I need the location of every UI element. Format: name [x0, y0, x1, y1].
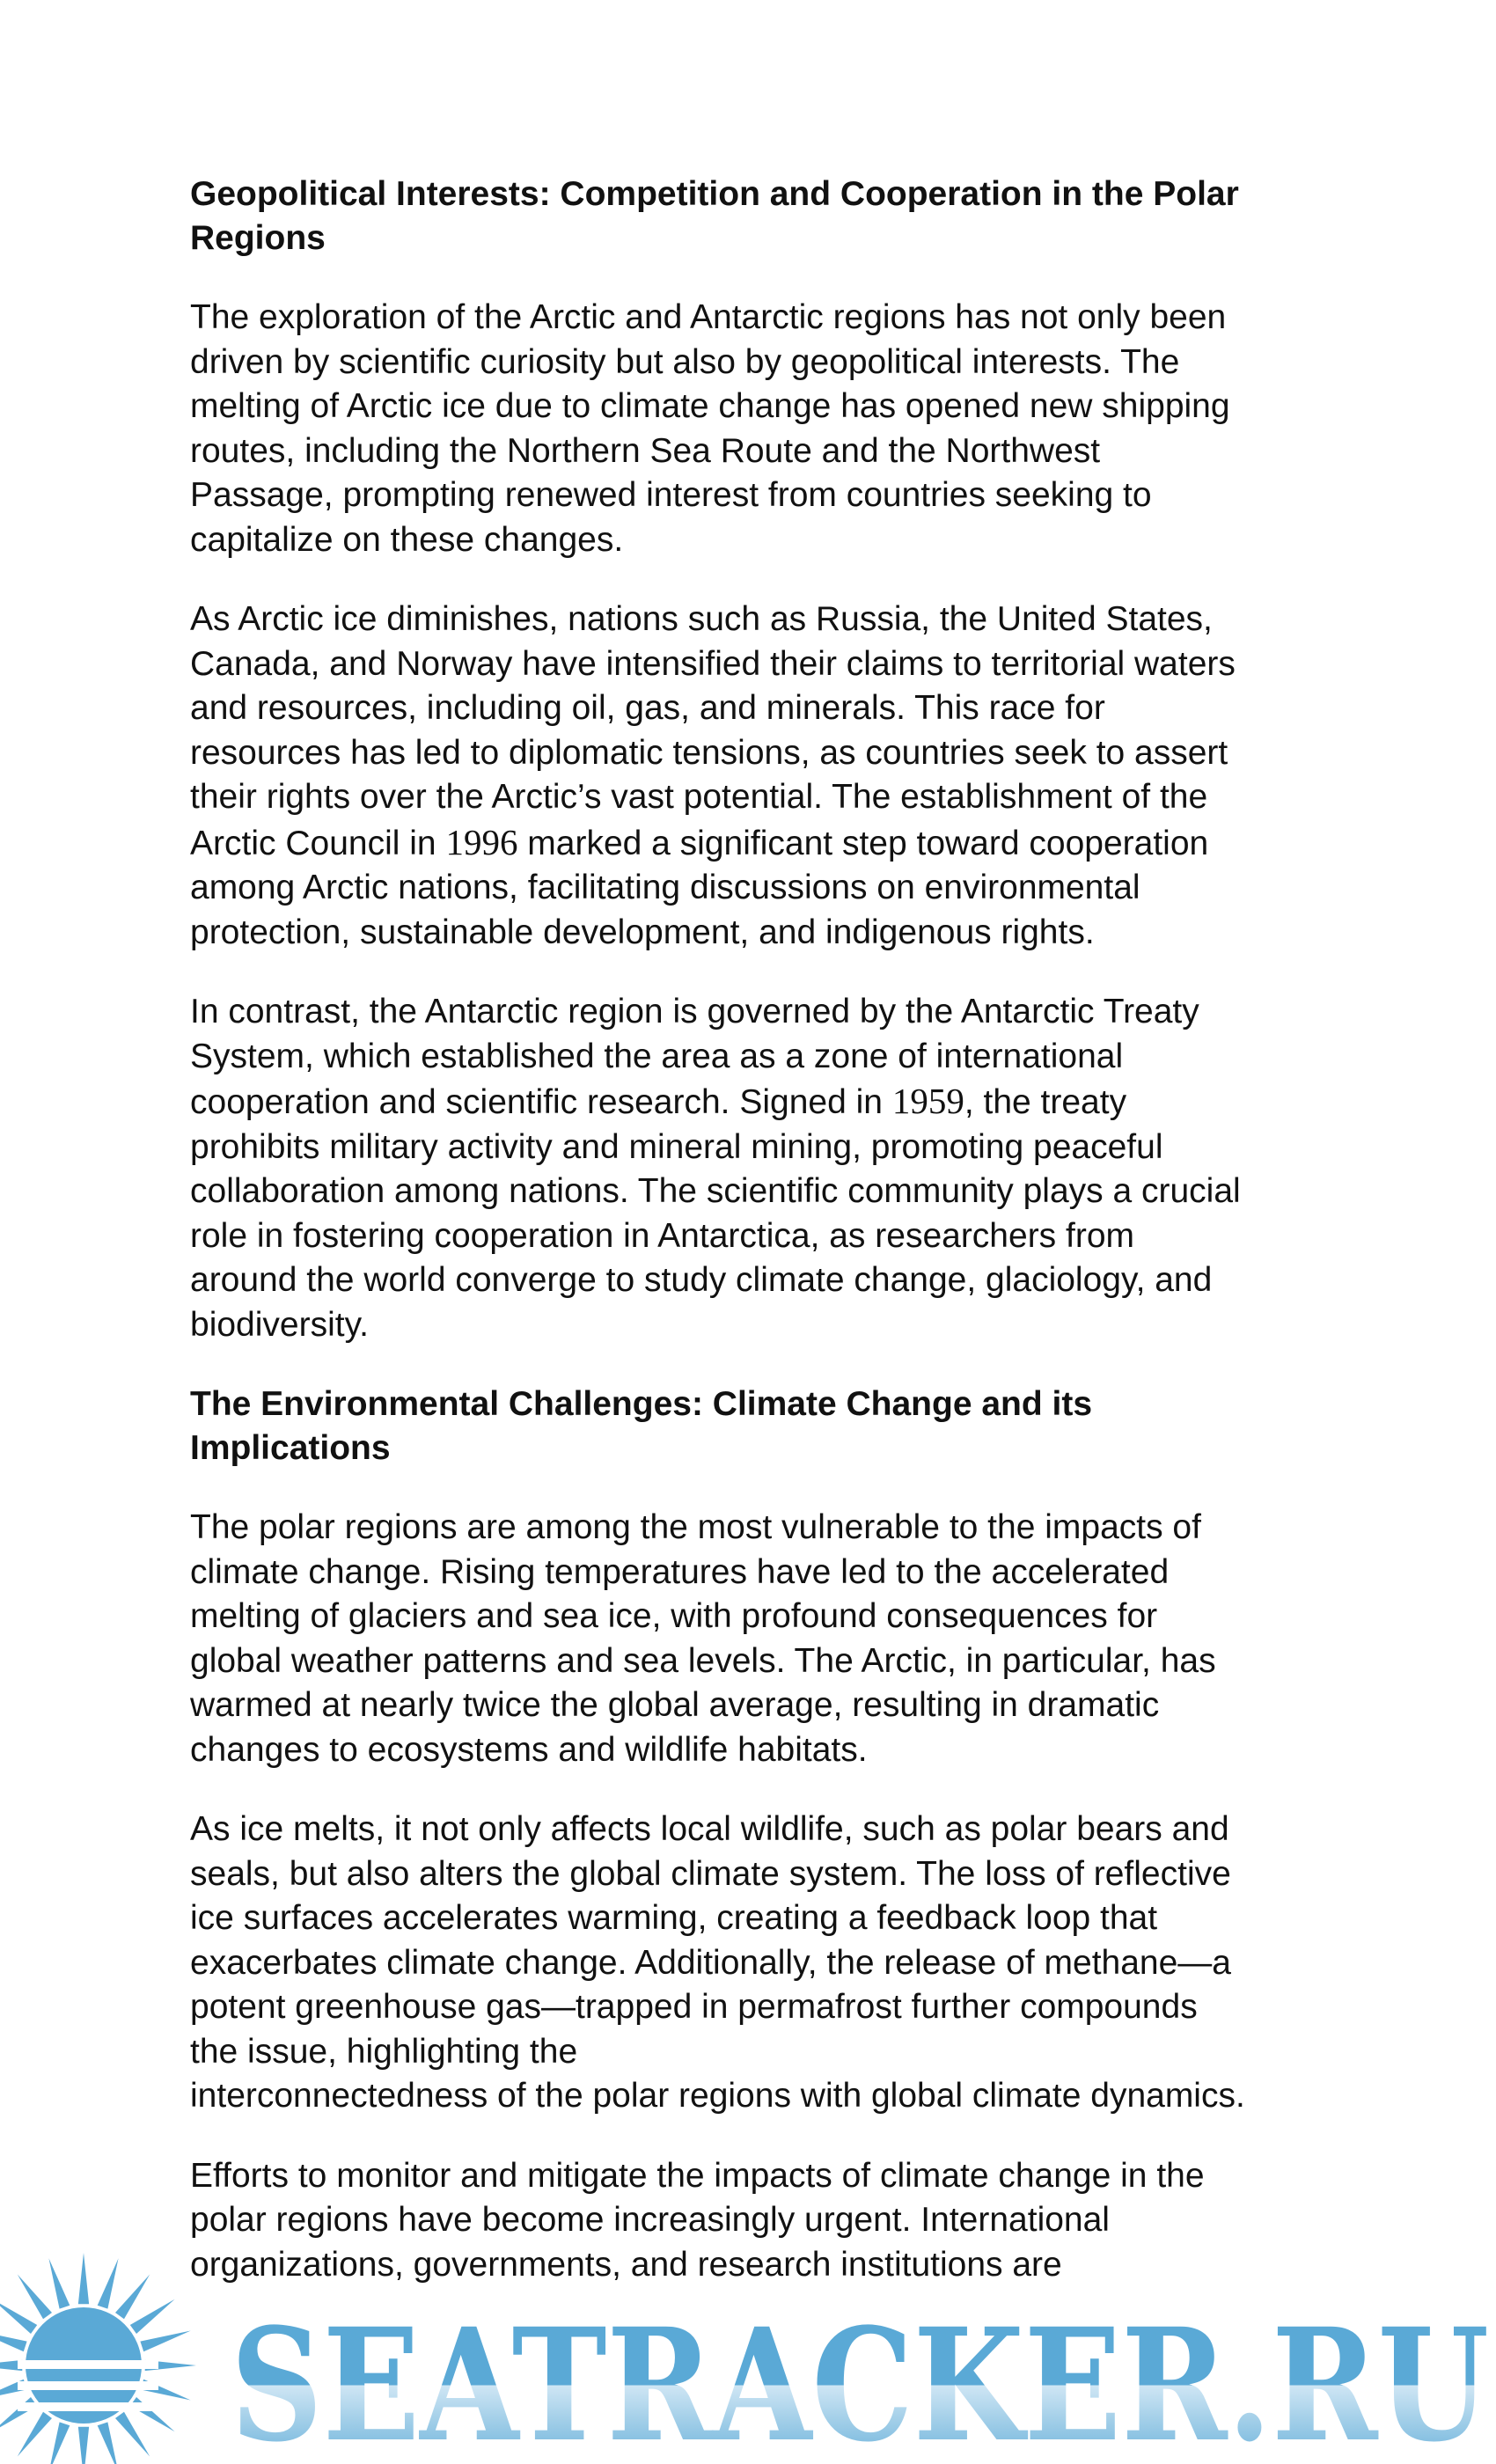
text-line: As Arctic ice diminishes, nations such as Russia, the United States, — [190, 600, 1213, 638]
text-line: driven by scientific curiosity but also by geopolitical interests. The — [190, 342, 1180, 381]
text-line: As ice melts, it not only affects local wildlife, such as polar bears and — [190, 1810, 1229, 1848]
heading-line: Implications — [190, 1429, 391, 1467]
sun-ray — [18, 2412, 52, 2457]
text-line: melting of Arctic ice due to climate change has opened new shipping — [190, 387, 1230, 425]
sun-ray — [98, 2258, 119, 2308]
watermark-text: SEATRACKER.RU — [231, 2294, 1489, 2464]
text-line: around the world converge to study climate change, glaciology, and — [190, 1261, 1213, 1299]
sun-ray — [78, 2253, 89, 2304]
sun-ray — [130, 2397, 175, 2431]
paragraph-shipping-routes — [190, 296, 1334, 562]
text-line: the issue, highlighting the — [190, 2032, 578, 2071]
sun-ray — [0, 2397, 37, 2431]
text-line: biodiversity. — [190, 1305, 370, 1344]
section-heading-geopolitical — [190, 172, 1334, 260]
text-line: In contrast, the Antarctic region is governed by the Antarctic Treaty — [190, 993, 1199, 1030]
text-fragment: Arctic Council in — [190, 824, 446, 862]
sun-ray — [48, 2422, 70, 2464]
text-line: warmed at nearly twice the global average, resulting in dramatic — [190, 1686, 1160, 1724]
text-line: protection, sustainable development, and indigenous rights. — [190, 913, 1095, 951]
sun-ray — [115, 2274, 150, 2319]
text-line: their rights over the Arctic’s vast potential. The establishment of the — [190, 778, 1208, 816]
year-1996: 1996 — [445, 821, 518, 862]
sun-ray — [48, 2258, 70, 2308]
document-page — [190, 172, 1334, 2322]
heading-line: Geopolitical Interests: Competition and Cooperation in the Polar — [190, 175, 1239, 213]
text-line: organizations, governments, and research institutions are — [190, 2245, 1062, 2284]
text-fragment: marked a significant step toward cooperation — [517, 824, 1209, 862]
text-line: potent greenhouse gas—trapped in permafrost further compounds — [190, 1988, 1198, 2026]
text-line: System, which established the area as a zone of international — [190, 1037, 1124, 1075]
section-heading-environmental — [190, 1382, 1334, 1470]
sun-ray — [0, 2330, 27, 2351]
sun-ray — [130, 2299, 175, 2334]
seatracker-watermark — [0, 2253, 1496, 2464]
text-line: changes to ecosystems and wildlife habitats. — [190, 1730, 868, 1769]
text-line: among Arctic nations, facilitating discussions on environmental — [190, 869, 1140, 906]
year-1959: 1959 — [891, 1081, 964, 1121]
text-line: Efforts to monitor and mitigate the impacts of climate change in the — [190, 2156, 1205, 2195]
paragraph-ice-melt-feedback — [190, 1808, 1334, 2119]
heading-line: The Environmental Challenges: Climate Change and its — [190, 1385, 1093, 1423]
sun-ray — [98, 2422, 119, 2464]
text-line: role in fostering cooperation in Antarctica, as researchers from — [190, 1216, 1135, 1255]
text-line-with-year — [190, 820, 1334, 867]
text-line: interconnectedness of the polar regions with global climate dynamics. — [190, 2077, 1245, 2115]
sun-ray — [18, 2274, 52, 2319]
text-line: exacerbates climate change. Additionally, the release of methane—a — [190, 1943, 1231, 1982]
sun-ray — [140, 2330, 190, 2351]
paragraph-antarctic-treaty — [190, 990, 1334, 1347]
text-line: prohibits military activity and mineral mining, promoting peaceful — [190, 1127, 1163, 1166]
text-line: ice surfaces accelerates warming, creating a feedback loop that — [190, 1899, 1158, 1937]
text-line: Canada, and Norway have intensified their claims to territorial waters — [190, 644, 1236, 683]
text-fragment: , the treaty — [964, 1083, 1127, 1121]
text-line: seals, but also alters the global climate system. The loss of reflective — [190, 1854, 1231, 1893]
text-line: melting of glaciers and sea ice, with profound consequences for — [190, 1597, 1158, 1635]
text-line: capitalize on these changes. — [190, 520, 624, 559]
paragraph-arctic-claims — [190, 598, 1334, 955]
paragraph-vulnerable-regions — [190, 1506, 1334, 1772]
sun-ray — [115, 2412, 150, 2457]
text-line: The polar regions are among the most vulnerable to the impacts of — [190, 1508, 1201, 1546]
heading-line: Regions — [190, 219, 326, 257]
text-line: and resources, including oil, gas, and minerals. This race for — [190, 689, 1105, 727]
text-line: The exploration of the Arctic and Antarctic regions has not only been — [190, 298, 1227, 336]
text-line: collaboration among nations. The scientific community plays a crucial — [190, 1172, 1241, 1210]
sun-ray — [0, 2299, 37, 2334]
text-fragment: cooperation and scientific research. Signed in — [190, 1083, 892, 1121]
sun-logo-icon — [0, 2253, 196, 2464]
text-line: polar regions have become increasingly urgent. International — [190, 2201, 1110, 2239]
sun-ray — [78, 2427, 89, 2464]
text-line: routes, including the Northern Sea Route and the Northwest — [190, 431, 1101, 470]
text-line-with-year — [190, 1079, 1334, 1126]
text-line: climate change. Rising temperatures have led to the accelerated — [190, 1552, 1170, 1591]
text-line: Passage, prompting renewed interest from countries seeking to — [190, 476, 1152, 514]
text-line: global weather patterns and sea levels. The Arctic, in particular, has — [190, 1641, 1216, 1680]
text-line: resources has led to diplomatic tensions, as countries seek to assert — [190, 733, 1228, 772]
